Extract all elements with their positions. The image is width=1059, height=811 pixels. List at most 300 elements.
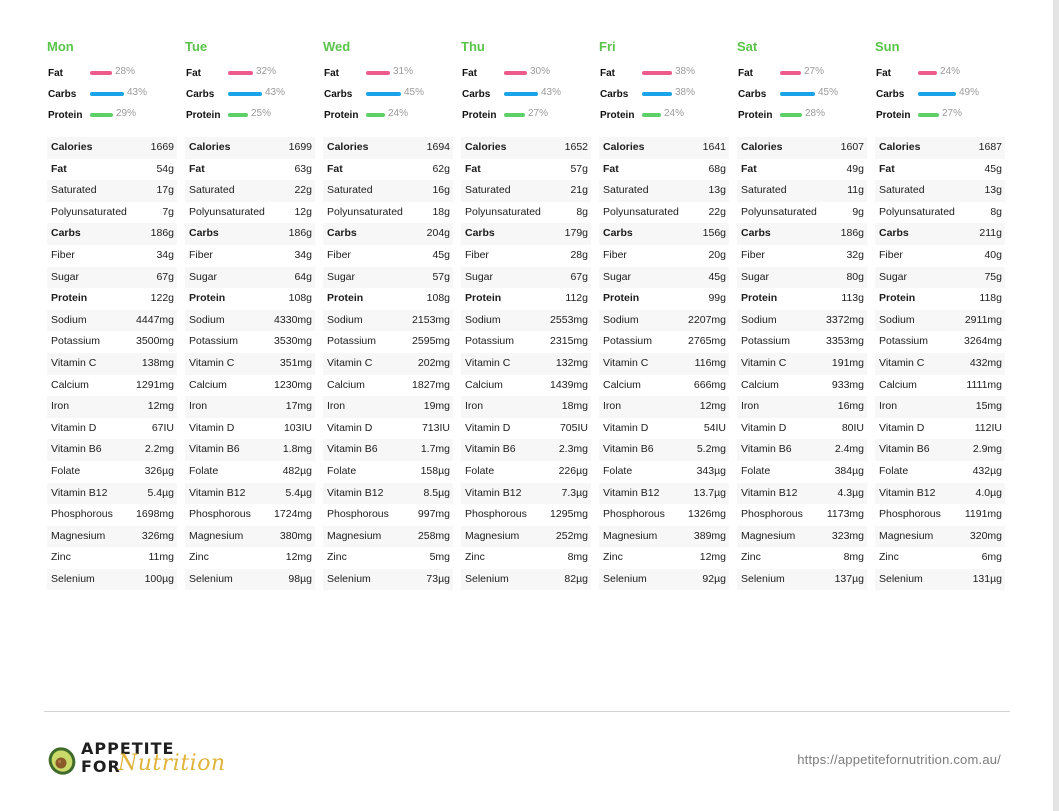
- nutrient-value: 98µg: [288, 572, 312, 585]
- macro-percent: 28%: [115, 66, 136, 77]
- macro-label: Fat: [600, 68, 615, 79]
- macro-percent: 43%: [265, 87, 286, 98]
- table-row: [599, 375, 729, 397]
- table-row: [875, 288, 1005, 310]
- nutrient-label: Folate: [879, 464, 909, 477]
- nutrient-value: 57g: [432, 270, 450, 283]
- macro-fat: [185, 66, 315, 82]
- table-row: [737, 547, 867, 569]
- macro-label: Protein: [738, 110, 773, 121]
- table-row: [875, 439, 1005, 461]
- macro-label: Carbs: [324, 89, 353, 100]
- nutrient-value: 32g: [846, 248, 864, 261]
- macro-label: Fat: [738, 68, 753, 79]
- table-row: [185, 547, 315, 569]
- macro-bar-carbs: [366, 92, 401, 96]
- macro-protein: [461, 108, 591, 124]
- nutrient-value: 12mg: [285, 551, 312, 564]
- table-row: [875, 267, 1005, 289]
- table-row: [737, 396, 867, 418]
- nutrient-value: 54g: [156, 162, 174, 175]
- table-row: [47, 547, 177, 569]
- nutrient-label: Fiber: [327, 248, 351, 261]
- day-name: Tue: [185, 39, 208, 54]
- nutrient-value: 11g: [847, 184, 864, 197]
- macro-percent: 27%: [942, 108, 963, 119]
- macro-label: Fat: [462, 68, 477, 79]
- table-row: [599, 504, 729, 526]
- nutrient-label: Vitamin C: [603, 356, 649, 369]
- table-row: [323, 526, 453, 548]
- table-row: [323, 288, 453, 310]
- nutrient-label: Sodium: [189, 313, 225, 326]
- table-row: [323, 547, 453, 569]
- nutrient-value: 933mg: [831, 378, 864, 391]
- table-row: [47, 418, 177, 440]
- table-row: [185, 461, 315, 483]
- nutrient-value: 432mg: [969, 356, 1002, 369]
- nutrient-label: Folate: [51, 464, 81, 477]
- macro-fat: [599, 66, 729, 82]
- nutrient-label: Folate: [603, 464, 633, 477]
- nutrient-label: Vitamin B12: [879, 486, 936, 499]
- table-row: [599, 353, 729, 375]
- nutrient-table: [461, 137, 591, 590]
- table-row: [875, 310, 1005, 332]
- day-name: Sun: [875, 39, 900, 54]
- nutrient-value: 4.3µg: [837, 486, 864, 499]
- nutrient-value: 13g: [984, 184, 1002, 197]
- nutrient-label: Saturated: [51, 184, 97, 197]
- macro-bar-fat: [90, 71, 112, 75]
- nutrient-label: Fat: [51, 162, 67, 175]
- nutrient-label: Phosphorous: [465, 508, 527, 521]
- nutrient-label: Polyunsaturated: [465, 205, 541, 218]
- table-row: [461, 396, 591, 418]
- nutrient-value: 137µg: [834, 572, 864, 585]
- nutrient-value: 713IU: [421, 421, 450, 434]
- nutrient-value: 40g: [984, 248, 1002, 261]
- nutrient-value: 2595mg: [412, 335, 450, 348]
- table-row: [461, 461, 591, 483]
- macro-bar-carbs: [504, 92, 538, 96]
- nutrient-label: Vitamin B6: [603, 443, 654, 456]
- macro-label: Carbs: [876, 89, 905, 100]
- nutrient-label: Sugar: [189, 270, 218, 283]
- nutrient-label: Sodium: [603, 313, 639, 326]
- day-column-fri: [599, 38, 729, 585]
- nutrient-value: 1326mg: [688, 508, 726, 521]
- nutrient-label: Zinc: [327, 551, 347, 564]
- nutrient-value: 2153mg: [412, 313, 450, 326]
- table-row: [185, 180, 315, 202]
- table-row: [323, 267, 453, 289]
- macro-percent: 43%: [127, 87, 148, 98]
- table-row: [185, 288, 315, 310]
- nutrient-value: 12mg: [699, 400, 726, 413]
- macro-carbs: [323, 87, 453, 103]
- nutrient-label: Calories: [189, 141, 231, 153]
- macro-label: Protein: [876, 110, 911, 121]
- nutrient-value: 3530mg: [274, 335, 312, 348]
- nutrient-value: 57g: [570, 162, 588, 175]
- nutrient-value: 1827mg: [412, 378, 450, 391]
- table-row: [875, 418, 1005, 440]
- avocado-icon: [46, 739, 86, 777]
- table-row: [599, 137, 729, 159]
- nutrient-label: Zinc: [741, 551, 761, 564]
- nutrient-label: Sugar: [327, 270, 356, 283]
- nutrient-value: 204g: [426, 227, 450, 240]
- macro-percent: 43%: [541, 87, 562, 98]
- table-row: [737, 223, 867, 245]
- nutrient-label: Polyunsaturated: [51, 205, 127, 218]
- brand-logo: [46, 739, 226, 777]
- nutrient-value: 4.0µg: [975, 486, 1002, 499]
- macro-percent: 38%: [675, 87, 696, 98]
- nutrient-value: 15mg: [975, 400, 1002, 413]
- macro-bar-carbs: [642, 92, 672, 96]
- page-edge: [1053, 0, 1059, 811]
- nutrient-value: 8.5µg: [423, 486, 450, 499]
- macro-breakdown: [461, 66, 591, 132]
- nutrient-label: Potassium: [465, 335, 515, 348]
- table-row: [599, 245, 729, 267]
- table-row: [875, 353, 1005, 375]
- table-row: [185, 310, 315, 332]
- table-row: [737, 439, 867, 461]
- nutrient-label: Saturated: [465, 184, 511, 197]
- nutrient-value: 158µg: [420, 464, 450, 477]
- table-row: [185, 569, 315, 591]
- nutrient-label: Potassium: [879, 335, 929, 348]
- table-row: [47, 223, 177, 245]
- table-row: [599, 202, 729, 224]
- nutrient-label: Folate: [465, 464, 495, 477]
- nutrient-value: 100µg: [144, 572, 174, 585]
- macro-breakdown: [875, 66, 1005, 132]
- nutrient-label: Folate: [189, 464, 219, 477]
- nutrient-value: 211g: [979, 227, 1002, 240]
- nutrient-label: Calcium: [741, 378, 779, 391]
- nutrient-label: Fat: [327, 162, 343, 175]
- nutrient-label: Zinc: [189, 551, 209, 564]
- nutrient-value: 1295mg: [550, 508, 588, 521]
- macro-bar-protein: [918, 113, 939, 117]
- table-row: [461, 483, 591, 505]
- table-row: [599, 331, 729, 353]
- nutrient-value: 49g: [846, 162, 864, 175]
- macro-label: Protein: [324, 110, 359, 121]
- macro-breakdown: [323, 66, 453, 132]
- table-row: [47, 159, 177, 181]
- nutrient-label: Magnesium: [327, 529, 382, 542]
- table-row: [47, 331, 177, 353]
- nutrient-value: 482µg: [282, 464, 312, 477]
- macro-breakdown: [185, 66, 315, 132]
- table-row: [185, 396, 315, 418]
- nutrient-table: [47, 137, 177, 590]
- nutrient-label: Magnesium: [741, 529, 796, 542]
- table-row: [599, 569, 729, 591]
- nutrient-table: [875, 137, 1005, 590]
- macro-breakdown: [737, 66, 867, 132]
- table-row: [185, 418, 315, 440]
- nutrient-label: Phosphorous: [327, 508, 389, 521]
- macro-carbs: [875, 87, 1005, 103]
- table-row: [47, 526, 177, 548]
- nutrient-label: Potassium: [327, 335, 377, 348]
- macro-carbs: [185, 87, 315, 103]
- nutrient-label: Iron: [465, 400, 484, 413]
- nutrient-value: 1694: [426, 141, 450, 153]
- nutrient-label: Calories: [327, 141, 369, 153]
- table-row: [737, 288, 867, 310]
- nutrient-label: Zinc: [465, 551, 485, 564]
- website-url[interactable]: https://appetitefornutrition.com.au/: [797, 752, 1001, 767]
- table-row: [47, 288, 177, 310]
- nutrient-value: 45g: [708, 270, 726, 283]
- nutrient-label: Vitamin B6: [51, 443, 102, 456]
- nutrient-label: Carbs: [879, 227, 909, 240]
- nutrient-value: 343µg: [696, 464, 726, 477]
- nutrient-value: 4447mg: [136, 313, 174, 326]
- nutrient-label: Iron: [327, 400, 346, 413]
- table-row: [599, 180, 729, 202]
- nutrient-value: 3372mg: [826, 313, 864, 326]
- macro-label: Carbs: [462, 89, 491, 100]
- nutrient-value: 12mg: [147, 400, 174, 413]
- nutrient-label: Vitamin D: [879, 421, 925, 434]
- table-row: [599, 223, 729, 245]
- nutrient-value: 11mg: [148, 551, 174, 564]
- table-row: [875, 526, 1005, 548]
- nutrient-value: 112IU: [974, 421, 1002, 434]
- table-row: [737, 353, 867, 375]
- nutrient-value: 67g: [570, 270, 588, 283]
- macro-label: Protein: [186, 110, 221, 121]
- macro-label: Carbs: [600, 89, 629, 100]
- table-row: [461, 547, 591, 569]
- nutrient-label: Vitamin C: [465, 356, 511, 369]
- table-row: [875, 180, 1005, 202]
- nutrient-label: Vitamin B6: [879, 443, 930, 456]
- nutrient-label: Folate: [327, 464, 357, 477]
- table-row: [737, 267, 867, 289]
- table-row: [47, 375, 177, 397]
- nutrient-label: Sugar: [465, 270, 494, 283]
- nutrient-value: 45g: [432, 248, 450, 261]
- nutrient-value: 351mg: [279, 356, 312, 369]
- table-row: [599, 418, 729, 440]
- macro-carbs: [737, 87, 867, 103]
- nutrient-value: 7g: [162, 205, 174, 218]
- nutrient-value: 17mg: [285, 400, 312, 413]
- nutrient-value: 384µg: [834, 464, 864, 477]
- table-row: [323, 439, 453, 461]
- table-row: [185, 202, 315, 224]
- table-row: [461, 526, 591, 548]
- table-row: [875, 569, 1005, 591]
- nutrient-label: Calories: [603, 141, 645, 153]
- nutrient-value: 186g: [288, 227, 312, 240]
- nutrient-label: Selenium: [741, 572, 785, 585]
- nutrient-value: 252mg: [555, 529, 588, 542]
- nutrient-label: Vitamin C: [327, 356, 373, 369]
- nutrient-value: 997mg: [417, 508, 450, 521]
- table-row: [875, 461, 1005, 483]
- nutrient-label: Polyunsaturated: [879, 205, 955, 218]
- table-row: [461, 223, 591, 245]
- table-row: [875, 331, 1005, 353]
- logo-word-appetite: APPETITE: [81, 739, 175, 758]
- nutrient-value: 258mg: [417, 529, 450, 542]
- nutrient-label: Selenium: [189, 572, 233, 585]
- macro-protein: [875, 108, 1005, 124]
- nutrient-label: Folate: [741, 464, 771, 477]
- nutrient-label: Calcium: [189, 378, 227, 391]
- table-row: [461, 353, 591, 375]
- table-row: [875, 396, 1005, 418]
- nutrient-label: Phosphorous: [879, 508, 941, 521]
- nutrient-value: 113g: [841, 292, 864, 305]
- nutrient-label: Sodium: [51, 313, 87, 326]
- macro-bar-carbs: [228, 92, 262, 96]
- nutrient-value: 5.4µg: [147, 486, 174, 499]
- macro-carbs: [461, 87, 591, 103]
- macro-percent: 38%: [675, 66, 696, 77]
- table-row: [599, 159, 729, 181]
- nutrient-label: Vitamin D: [741, 421, 787, 434]
- nutrient-label: Saturated: [603, 184, 649, 197]
- nutrient-label: Vitamin B12: [327, 486, 384, 499]
- nutrient-value: 4330mg: [274, 313, 312, 326]
- table-row: [185, 504, 315, 526]
- macro-bar-protein: [228, 113, 248, 117]
- nutrient-value: 68g: [708, 162, 726, 175]
- table-row: [599, 267, 729, 289]
- nutrient-label: Calories: [879, 141, 921, 153]
- table-row: [461, 267, 591, 289]
- nutrient-label: Calcium: [603, 378, 641, 391]
- nutrient-value: 92µg: [702, 572, 726, 585]
- macro-label: Carbs: [186, 89, 215, 100]
- macro-carbs: [47, 87, 177, 103]
- nutrient-label: Protein: [189, 292, 226, 305]
- table-row: [323, 461, 453, 483]
- table-row: [461, 439, 591, 461]
- table-row: [47, 137, 177, 159]
- nutrient-table: [737, 137, 867, 590]
- nutrient-label: Protein: [879, 292, 916, 305]
- nutrient-value: 705IU: [559, 421, 588, 434]
- table-row: [737, 159, 867, 181]
- nutrient-value: 326mg: [141, 529, 174, 542]
- nutrient-value: 1607: [840, 141, 864, 153]
- nutrient-value: 3353mg: [826, 335, 864, 348]
- macro-bar-protein: [504, 113, 525, 117]
- macro-percent: 27%: [528, 108, 549, 119]
- table-row: [461, 310, 591, 332]
- macro-percent: 49%: [959, 87, 980, 98]
- nutrient-label: Sugar: [879, 270, 908, 283]
- day-name: Fri: [599, 39, 616, 54]
- table-row: [599, 310, 729, 332]
- nutrient-label: Potassium: [603, 335, 653, 348]
- nutrient-value: 22g: [708, 205, 726, 218]
- nutrient-value: 2.3mg: [558, 443, 588, 456]
- nutrient-value: 179g: [564, 227, 588, 240]
- nutrient-value: 2.2mg: [144, 443, 174, 456]
- nutrient-label: Protein: [465, 292, 502, 305]
- table-row: [47, 353, 177, 375]
- table-row: [323, 137, 453, 159]
- table-row: [737, 375, 867, 397]
- nutrient-value: 20g: [708, 248, 726, 261]
- nutrient-label: Protein: [603, 292, 640, 305]
- nutrient-value: 132mg: [555, 356, 588, 369]
- nutrient-value: 18mg: [561, 400, 588, 413]
- nutrient-label: Vitamin D: [51, 421, 97, 434]
- table-row: [737, 310, 867, 332]
- nutrient-label: Vitamin D: [465, 421, 511, 434]
- table-row: [461, 418, 591, 440]
- nutrient-value: 112g: [565, 292, 588, 305]
- nutrient-value: 1699: [288, 141, 312, 153]
- table-row: [599, 439, 729, 461]
- nutrient-value: 73µg: [426, 572, 450, 585]
- nutrient-label: Vitamin B6: [465, 443, 516, 456]
- nutrient-label: Saturated: [189, 184, 235, 197]
- day-column-thu: [461, 38, 591, 585]
- nutrient-label: Carbs: [327, 227, 357, 240]
- table-row: [875, 159, 1005, 181]
- table-row: [737, 504, 867, 526]
- macro-bar-carbs: [90, 92, 124, 96]
- nutrient-label: Sugar: [603, 270, 632, 283]
- table-row: [737, 180, 867, 202]
- macro-protein: [47, 108, 177, 124]
- logo-word-nutrition: Nutrition: [118, 751, 226, 776]
- table-row: [461, 159, 591, 181]
- macro-protein: [737, 108, 867, 124]
- macro-percent: 45%: [818, 87, 839, 98]
- nutrient-label: Sugar: [51, 270, 80, 283]
- macro-percent: 30%: [530, 66, 551, 77]
- nutrient-label: Carbs: [465, 227, 495, 240]
- table-row: [737, 526, 867, 548]
- nutrient-value: 3264mg: [964, 335, 1002, 348]
- nutrient-label: Calcium: [51, 378, 89, 391]
- nutrient-value: 67g: [156, 270, 174, 283]
- nutrient-label: Selenium: [465, 572, 509, 585]
- table-row: [47, 202, 177, 224]
- nutrient-value: 2765mg: [688, 335, 726, 348]
- nutrient-label: Selenium: [327, 572, 371, 585]
- nutrient-value: 2553mg: [550, 313, 588, 326]
- day-column-sun: [875, 38, 1005, 585]
- macro-percent: 45%: [404, 87, 425, 98]
- table-row: [599, 526, 729, 548]
- nutrient-value: 5mg: [429, 551, 450, 564]
- nutrient-label: Carbs: [603, 227, 633, 240]
- macro-protein: [323, 108, 453, 124]
- table-row: [185, 526, 315, 548]
- table-row: [737, 461, 867, 483]
- macro-label: Fat: [324, 68, 339, 79]
- table-row: [323, 202, 453, 224]
- macro-fat: [323, 66, 453, 82]
